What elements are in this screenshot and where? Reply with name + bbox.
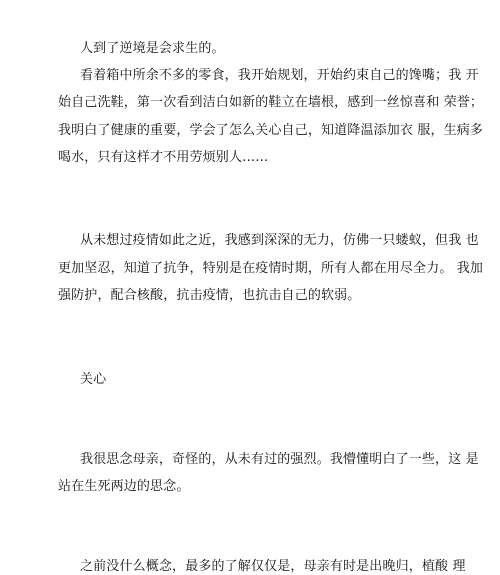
paragraph-4-line-1: 我很思念母亲，奇怪的，从未有过的强烈。我懵懂明白了一些，这 是 xyxy=(80,452,479,467)
section-heading: 关心 xyxy=(80,372,107,387)
paragraph-5-line-1: 之前没什么概念，最多的了解仅仅是，母亲有时是出晚归，植酸 理 xyxy=(80,559,466,574)
paragraph-2-line-1: 看着箱中所余不多的零食，我开始规划，开始约束自己的馋嘴；我 开 xyxy=(80,68,479,83)
paragraph-2-line-3: 我明白了健康的重要，学会了怎么关心自己，知道降温添加衣 服，生病多 xyxy=(58,123,484,138)
paragraph-2-line-2: 始自己洗鞋，第一次看到洁白如新的鞋立在墙根，感到一丝惊喜和 荣誉； xyxy=(58,95,484,110)
paragraph-3-line-3: 强防护，配合核酸，抗击疫情，也抗击自己的软弱。 xyxy=(58,288,361,303)
paragraph-1-line-1: 人到了逆境是会求生的。 xyxy=(80,41,225,56)
paragraph-3-line-1: 从未想过疫情如此之近，我感到深深的无力，仿佛一只蝼蚁，但我 也 xyxy=(80,233,479,248)
paragraph-2-line-4: 喝水，只有这样才不用劳烦别人…… xyxy=(58,150,269,165)
paragraph-4-line-2: 站在生死两边的思念。 xyxy=(58,479,190,494)
paragraph-3-line-2: 更加坚忍，知道了抗争，特别是在疫情时期，所有人都在用尽全力。 我加 xyxy=(58,261,484,276)
